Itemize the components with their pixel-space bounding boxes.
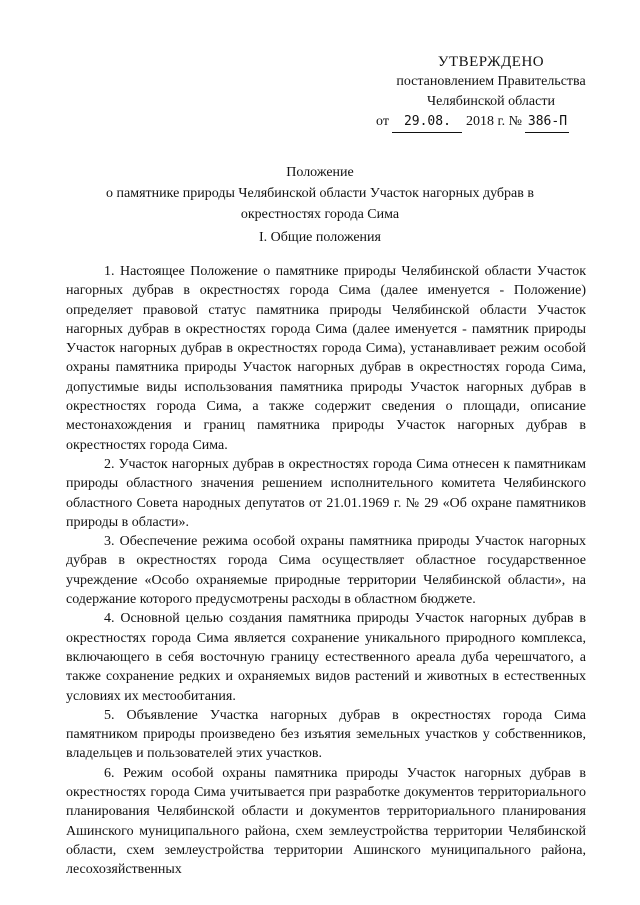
approval-date: 29.08. [392, 112, 462, 133]
paragraph-3: 3. Обеспечение режима особой охраны памятника природы Участок нагорных дубрав в окрестностях города Сима осуществляет областное государственное учреждение «Особо охраняемые природные территории Челябинской области», на содержание которого предусмотрены расходы в областном бюджете. [66, 534, 586, 608]
paragraph-5: 5. Объявление Участка нагорных дубрав в окрестностях города Сима памятником природы произведено без изъятия земельных участков у собственников, владельцев и пользователей этих участков. [66, 707, 586, 762]
paragraph-6: 6. Режим особой охраны памятника природы Участок нагорных дубрав в окрестностях города Сима учитывается при разработке документов территориального планирования Челябинской области и документов территориального планирования Ашинского муниципального района, схем землеустройства территории Челябинской области, схем землеустройства территории Ашинского муниципального района, лесохозяйственных [66, 765, 586, 878]
approval-heading: УТВЕРЖДЕНО [437, 54, 545, 70]
title-line-2: о памятнике природы Челябинской области Участок нагорных дубрав в [106, 186, 534, 201]
approval-line-1: постановлением Правительства [396, 74, 586, 89]
paragraph-4: 4. Основной целью создания памятника природы Участок нагорных дубрав в окрестностях города Сима является сохранение уникального природного комплекса, включающего в себя восточную границу естественного ареала дуба черешчатого, а также сохранение редких и охраняемых видов растений и животных в естественных условиях их местообитания. [66, 611, 586, 704]
approval-number: 386-П [525, 112, 569, 133]
approval-stamp [376, 52, 606, 133]
paragraph-2: 2. Участок нагорных дубрав в окрестностях города Сима отнесен к памятникам природы областного значения решением исполнительного комитета Челябинского областного Совета народных депутатов от 21.01.1969 г. № 29 «Об охране памятников природы в области». [66, 456, 586, 530]
document-title [60, 162, 580, 225]
document-body [66, 262, 586, 880]
title-line-1: Положение [286, 165, 354, 180]
approval-year-label: 2018 г. № [465, 114, 522, 129]
approval-from-label: от [376, 114, 389, 129]
paragraph-1: 1. Настоящее Положение о памятнике природы Челябинской области Участок нагорных дубрав в окрестностях города Сима (далее именуется - Положение) определяет правовой статус памятника природы Челябинской области Участок нагорных дубрав в окрестностях города Сима (далее именуется - памятник природы Участок нагорных дубрав в окрестностях города Сима), устанавливает режим особой охраны памятника природы Участок нагорных дубрав в окрестностях города Сима, допустимые виды использования памятника природы Участок нагорных дубрав в окрестностях города Сима, а также содержит сведения о площади, описание местонахождения и границ памятника природы Участок нагорных дубрав в окрестностях города Сима. [66, 264, 586, 453]
approval-date-line [376, 112, 606, 133]
section-heading: I. Общие положения [259, 230, 381, 245]
title-line-3: окрестностях города Сима [240, 207, 400, 222]
approval-line-2: Челябинской области [427, 94, 555, 109]
